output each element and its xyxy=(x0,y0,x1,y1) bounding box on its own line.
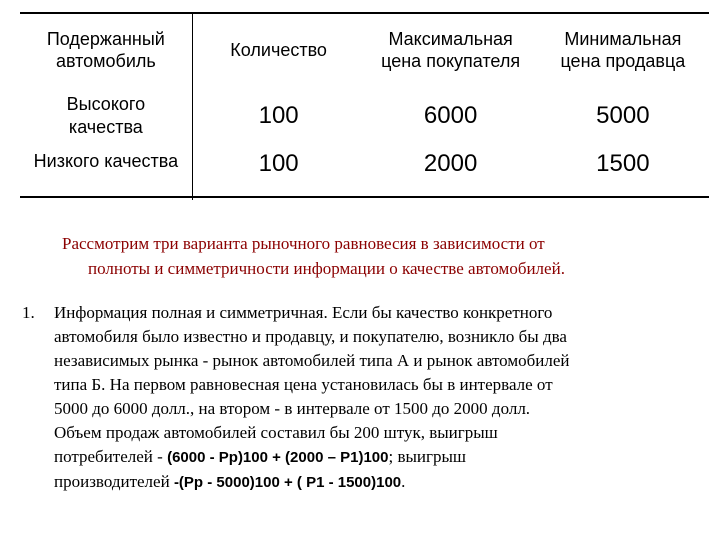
list-marker: 1. xyxy=(22,303,35,322)
text-line: Информация полная и симметричная. Если бы качество конкретного xyxy=(54,303,553,322)
table-row xyxy=(20,86,709,146)
text-line: 5000 до 6000 долл., на втором - в интервале от 1500 до 2000 долл. xyxy=(54,399,531,418)
list-item xyxy=(22,301,712,495)
header-min-seller-price: Минимальная цена продавца xyxy=(560,29,686,71)
header-max-buyer-price: Максимальная цена покупателя xyxy=(381,29,521,71)
intro-line: Рассмотрим три варианта рыночного равновесия в зависимости от xyxy=(62,234,545,253)
text-line: потребителей - (6000 - Pp)100 + (2000 – P1)100; выигрыш xyxy=(54,447,466,466)
cell-quantity: 100 xyxy=(258,102,299,129)
list-item-text xyxy=(54,301,712,495)
text-line: автомобиля было известно и продавцу, и покупателю, возникло бы два xyxy=(54,327,567,346)
table-header-row xyxy=(20,14,709,86)
car-market-table xyxy=(20,12,709,198)
intro-paragraph xyxy=(62,231,702,281)
consumer-surplus-formula: (6000 - Pp)100 + (2000 – P1)100 xyxy=(167,449,389,466)
table-row xyxy=(20,146,709,200)
cell-max-buyer-price: 6000 xyxy=(423,102,478,129)
text-line: производителей -(Pp - 5000)100 + ( P1 - 1500)100. xyxy=(54,472,406,491)
cell-min-seller-price: 1500 xyxy=(596,150,650,177)
cell-max-buyer-price: 2000 xyxy=(423,150,478,177)
producer-surplus-formula: -(Pp - 5000)100 + ( P1 - 1500)100 xyxy=(173,474,402,491)
cell-quantity: 100 xyxy=(258,150,299,177)
text-line: независимых рынка - рынок автомобилей типа А и рынок автомобилей xyxy=(54,351,570,370)
text-line: Объем продаж автомобилей составил бы 200 штук, выигрыш xyxy=(54,423,498,442)
header-quantity: Количество xyxy=(230,40,327,60)
cell-min-seller-price: 5000 xyxy=(596,102,650,129)
header-used-car: Подержанный автомобиль xyxy=(20,14,192,86)
row-label-low-quality: Низкого качества xyxy=(20,146,192,200)
text-line: типа Б. На первом равновесная цена установилась бы в интервале от xyxy=(54,375,553,394)
row-label-high-quality: Высокого качества xyxy=(20,86,192,146)
intro-line: полноты и симметричности информации о качестве автомобилей. xyxy=(88,259,565,278)
